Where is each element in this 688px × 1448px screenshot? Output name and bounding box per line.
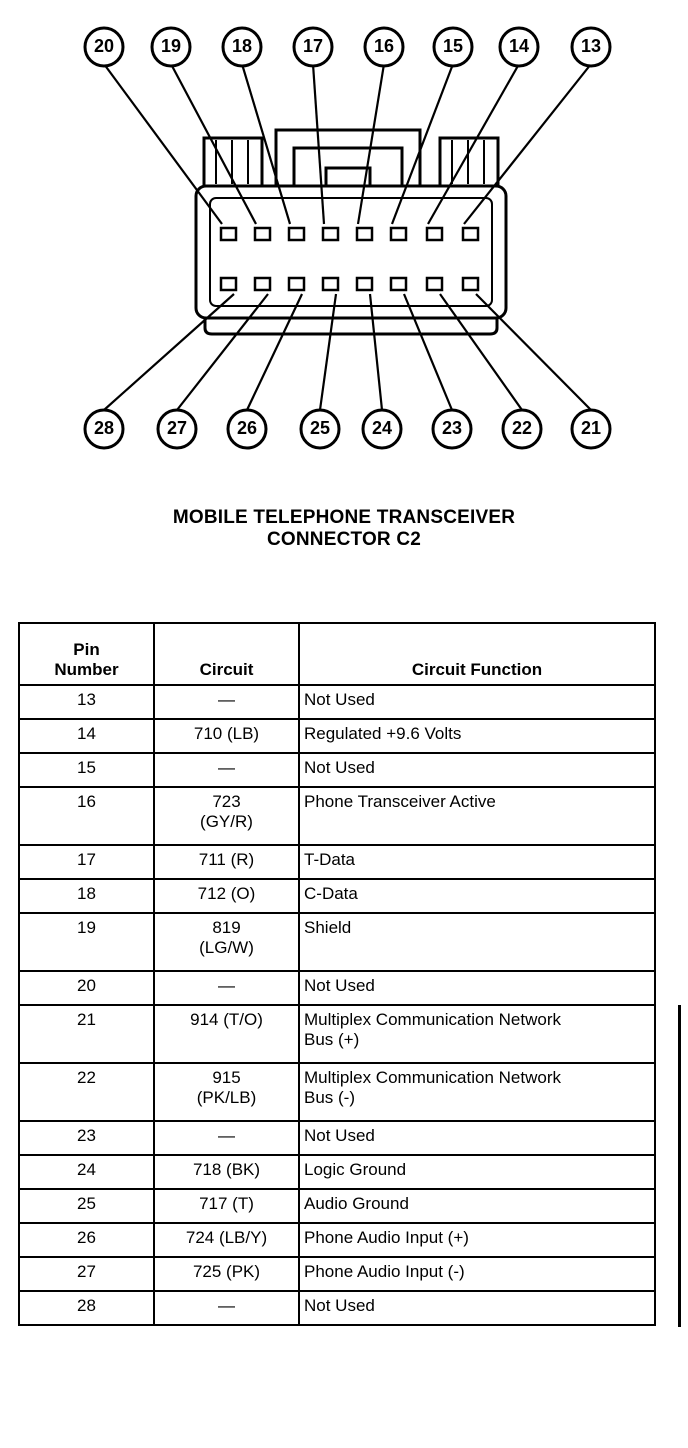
- circuit-function-cell-text: Not Used: [304, 1126, 375, 1145]
- pin-cell-top: [255, 228, 270, 240]
- pin-cell-bottom: [255, 278, 270, 290]
- pin-number-cell: [19, 1291, 154, 1325]
- table-row: [19, 1189, 655, 1223]
- pin-number-cell: [19, 971, 154, 1005]
- pin-number-cell: [19, 879, 154, 913]
- pin-cell-bottom: [221, 278, 236, 290]
- pin-cell-top: [221, 228, 236, 240]
- circuit-cell: [154, 787, 299, 845]
- pin-number-cell: [19, 845, 154, 879]
- circuit-function-cell: [299, 719, 655, 753]
- pin-number-cell-text: 17: [77, 850, 96, 869]
- table-row: [19, 1155, 655, 1189]
- pin-cell-bottom: [427, 278, 442, 290]
- circuit-function-cell: [299, 1257, 655, 1291]
- pin-number-cell-text: 15: [77, 758, 96, 777]
- circuit-cell-text: 710 (LB): [193, 724, 260, 743]
- diagram-title: MOBILE TELEPHONE TRANSCEIVER: [172, 507, 516, 528]
- circuit-cell-text: 712 (O): [197, 884, 256, 903]
- circuit-cell: [154, 1063, 299, 1121]
- leader-line-bottom: [370, 294, 382, 410]
- table-row: [19, 1257, 655, 1291]
- leader-line-bottom: [440, 294, 522, 410]
- pin-number-cell-text: 23: [77, 1126, 96, 1145]
- pin-number-cell-text: 18: [77, 884, 96, 903]
- circuit-cell: [154, 685, 299, 719]
- table-row: [19, 685, 655, 719]
- table-row: [19, 845, 655, 879]
- leader-line-top: [171, 64, 256, 224]
- circuit-cell-text-2: (GY/R): [200, 812, 253, 831]
- circuit-function-cell: [299, 1291, 655, 1325]
- pin-number-cell-text: 21: [77, 1010, 96, 1029]
- pin-number-cell-text: 13: [77, 690, 96, 709]
- pin-callout-label: 14: [508, 36, 530, 56]
- pin-callout-label: 13: [580, 36, 602, 56]
- table-row: [19, 1063, 655, 1121]
- circuit-function-cell-text: Shield: [304, 918, 352, 937]
- table-row: [19, 971, 655, 1005]
- pin-cell-bottom: [357, 278, 372, 290]
- pin-number-cell-text: 27: [77, 1262, 96, 1281]
- connector-body: [196, 186, 506, 318]
- pin-number-cell: [19, 685, 154, 719]
- pin-number-cell: [19, 913, 154, 971]
- circuit-function-cell: [299, 1155, 655, 1189]
- table-row: [19, 1223, 655, 1257]
- table-header-row: [19, 623, 655, 685]
- circuit-cell-text: —: [218, 1126, 235, 1145]
- circuit-cell-text: 711 (R): [198, 850, 255, 869]
- table-row: [19, 787, 655, 845]
- header-pin-line2: Number: [54, 660, 119, 679]
- pin-number-cell-text: 28: [77, 1296, 96, 1315]
- table-row: [19, 719, 655, 753]
- pin-callout-label: 25: [309, 418, 331, 438]
- circuit-cell-text: 915: [212, 1068, 241, 1087]
- pin-number-cell-text: 16: [77, 792, 96, 811]
- circuit-cell-text: —: [218, 690, 235, 709]
- table-row: [19, 879, 655, 913]
- circuit-cell-text: 914 (T/O): [190, 1010, 263, 1029]
- circuit-function-cell-text: Phone Transceiver Active: [304, 792, 496, 811]
- pin-cell-top: [289, 228, 304, 240]
- circuit-cell: [154, 1155, 299, 1189]
- pin-cell-top: [427, 228, 442, 240]
- pin-number-cell-text: 24: [77, 1160, 96, 1179]
- pin-number-cell: [19, 719, 154, 753]
- pin-number-cell-text: 14: [77, 724, 96, 743]
- pin-number-cell-text: 19: [77, 918, 96, 937]
- leader-line-bottom: [104, 294, 234, 410]
- connector-bottom-lip: [205, 318, 497, 334]
- pin-cell-top: [323, 228, 338, 240]
- header-circuit-function: Circuit Function: [299, 623, 655, 685]
- circuit-function-cell-text: Logic Ground: [304, 1160, 407, 1179]
- pin-cell-bottom: [391, 278, 406, 290]
- circuit-cell: [154, 1189, 299, 1223]
- circuit-function-cell: [299, 845, 655, 879]
- pin-table: [18, 622, 656, 1326]
- header-pin-line1: Pin: [73, 640, 100, 659]
- pin-number-cell: [19, 753, 154, 787]
- circuit-function-cell-text: Multiplex Communication Network: [304, 1010, 561, 1029]
- leader-line-bottom: [404, 294, 452, 410]
- diagram-subtitle: CONNECTOR C2: [266, 529, 422, 550]
- circuit-cell-text: 717 (T): [199, 1194, 254, 1213]
- circuit-cell-text-2: (PK/LB): [196, 1088, 257, 1107]
- circuit-cell: [154, 971, 299, 1005]
- circuit-function-cell: [299, 685, 655, 719]
- leader-line-bottom: [320, 294, 336, 410]
- circuit-cell: [154, 879, 299, 913]
- circuit-cell: [154, 1257, 299, 1291]
- pin-callout-label: 20: [93, 36, 115, 56]
- circuit-function-cell-text: Not Used: [304, 690, 375, 709]
- leader-line-bottom: [476, 294, 591, 410]
- pin-number-cell: [19, 1005, 154, 1063]
- circuit-cell: [154, 1291, 299, 1325]
- circuit-cell-text-2: (LG/W): [199, 938, 254, 957]
- circuit-cell-text: 725 (PK): [192, 1262, 261, 1281]
- circuit-function-cell-text: T-Data: [304, 850, 356, 869]
- leader-line-top: [392, 64, 453, 224]
- pin-number-cell: [19, 1155, 154, 1189]
- pin-number-cell: [19, 1189, 154, 1223]
- circuit-cell: [154, 913, 299, 971]
- pin-number-cell-text: 25: [77, 1194, 96, 1213]
- circuit-cell-text: —: [218, 1296, 235, 1315]
- circuit-cell-text: 718 (BK): [192, 1160, 261, 1179]
- pin-number-cell-text: 26: [77, 1228, 96, 1247]
- circuit-cell: [154, 1223, 299, 1257]
- circuit-function-cell: [299, 787, 655, 845]
- leader-line-top: [242, 64, 290, 224]
- circuit-function-cell: [299, 879, 655, 913]
- circuit-function-cell: [299, 1063, 655, 1121]
- pin-number-cell: [19, 1121, 154, 1155]
- leader-line-top: [358, 64, 384, 224]
- pin-number-cell: [19, 1063, 154, 1121]
- pin-number-cell-text: 20: [77, 976, 96, 995]
- circuit-cell-text: —: [218, 976, 235, 995]
- table-row: [19, 753, 655, 787]
- table-row: [19, 913, 655, 971]
- pin-cell-top: [357, 228, 372, 240]
- circuit-cell: [154, 753, 299, 787]
- connector-inner: [210, 198, 492, 306]
- circuit-cell-text: —: [218, 758, 235, 777]
- pin-callout-label: 27: [166, 418, 188, 438]
- circuit-function-cell-text-2: Bus (+): [304, 1030, 360, 1049]
- pin-callout-label: 18: [231, 36, 253, 56]
- circuit-function-cell: [299, 1005, 655, 1063]
- circuit-cell-text: 724 (LB/Y): [185, 1228, 268, 1247]
- pin-callout-label: 16: [373, 36, 395, 56]
- circuit-function-cell-text: Phone Audio Input (-): [304, 1262, 465, 1281]
- table-row: [19, 1291, 655, 1325]
- header-circuit: Circuit: [154, 623, 299, 685]
- circuit-cell: [154, 845, 299, 879]
- pin-callout-label: 19: [160, 36, 182, 56]
- circuit-function-cell-text: Not Used: [304, 758, 375, 777]
- pin-callout-label: 24: [371, 418, 393, 438]
- circuit-function-cell: [299, 971, 655, 1005]
- pin-callout-label: 21: [580, 418, 602, 438]
- circuit-function-cell: [299, 1223, 655, 1257]
- pin-callout-label: 26: [236, 418, 258, 438]
- leader-line-top: [313, 64, 324, 224]
- pin-callout-label: 22: [511, 418, 533, 438]
- circuit-function-cell: [299, 913, 655, 971]
- circuit-function-cell: [299, 1121, 655, 1155]
- circuit-cell-text: 723: [212, 792, 241, 811]
- circuit-function-cell-text-2: Bus (-): [304, 1088, 355, 1107]
- circuit-cell-text: 819: [212, 918, 241, 937]
- pin-callout-label: 15: [442, 36, 464, 56]
- circuit-function-cell-text: C-Data: [304, 884, 358, 903]
- table-row: [19, 1121, 655, 1155]
- pin-cell-top: [391, 228, 406, 240]
- pin-callout-label: 17: [302, 36, 324, 56]
- circuit-function-cell-text: Regulated +9.6 Volts: [304, 724, 462, 743]
- pin-cell-bottom: [323, 278, 338, 290]
- circuit-function-cell-text: Phone Audio Input (+): [304, 1228, 469, 1247]
- circuit-function-cell-text: Audio Ground: [304, 1194, 409, 1213]
- circuit-function-cell: [299, 753, 655, 787]
- margin-rule: [678, 1005, 681, 1327]
- circuit-function-cell-text: Not Used: [304, 1296, 375, 1315]
- pin-cell-bottom: [463, 278, 478, 290]
- circuit-function-cell-text: Not Used: [304, 976, 375, 995]
- pin-callout-label: 23: [441, 418, 463, 438]
- pin-cell-top: [463, 228, 478, 240]
- pin-number-cell-text: 22: [77, 1068, 96, 1087]
- pin-number-cell: [19, 787, 154, 845]
- header-pin-number: [19, 623, 154, 685]
- pin-number-cell: [19, 1223, 154, 1257]
- pin-callout-label: 28: [93, 418, 115, 438]
- pin-cell-bottom: [289, 278, 304, 290]
- pin-number-cell: [19, 1257, 154, 1291]
- circuit-cell: [154, 719, 299, 753]
- circuit-function-cell: [299, 1189, 655, 1223]
- table-row: [19, 1005, 655, 1063]
- circuit-cell: [154, 1005, 299, 1063]
- circuit-function-cell-text: Multiplex Communication Network: [304, 1068, 561, 1087]
- circuit-cell: [154, 1121, 299, 1155]
